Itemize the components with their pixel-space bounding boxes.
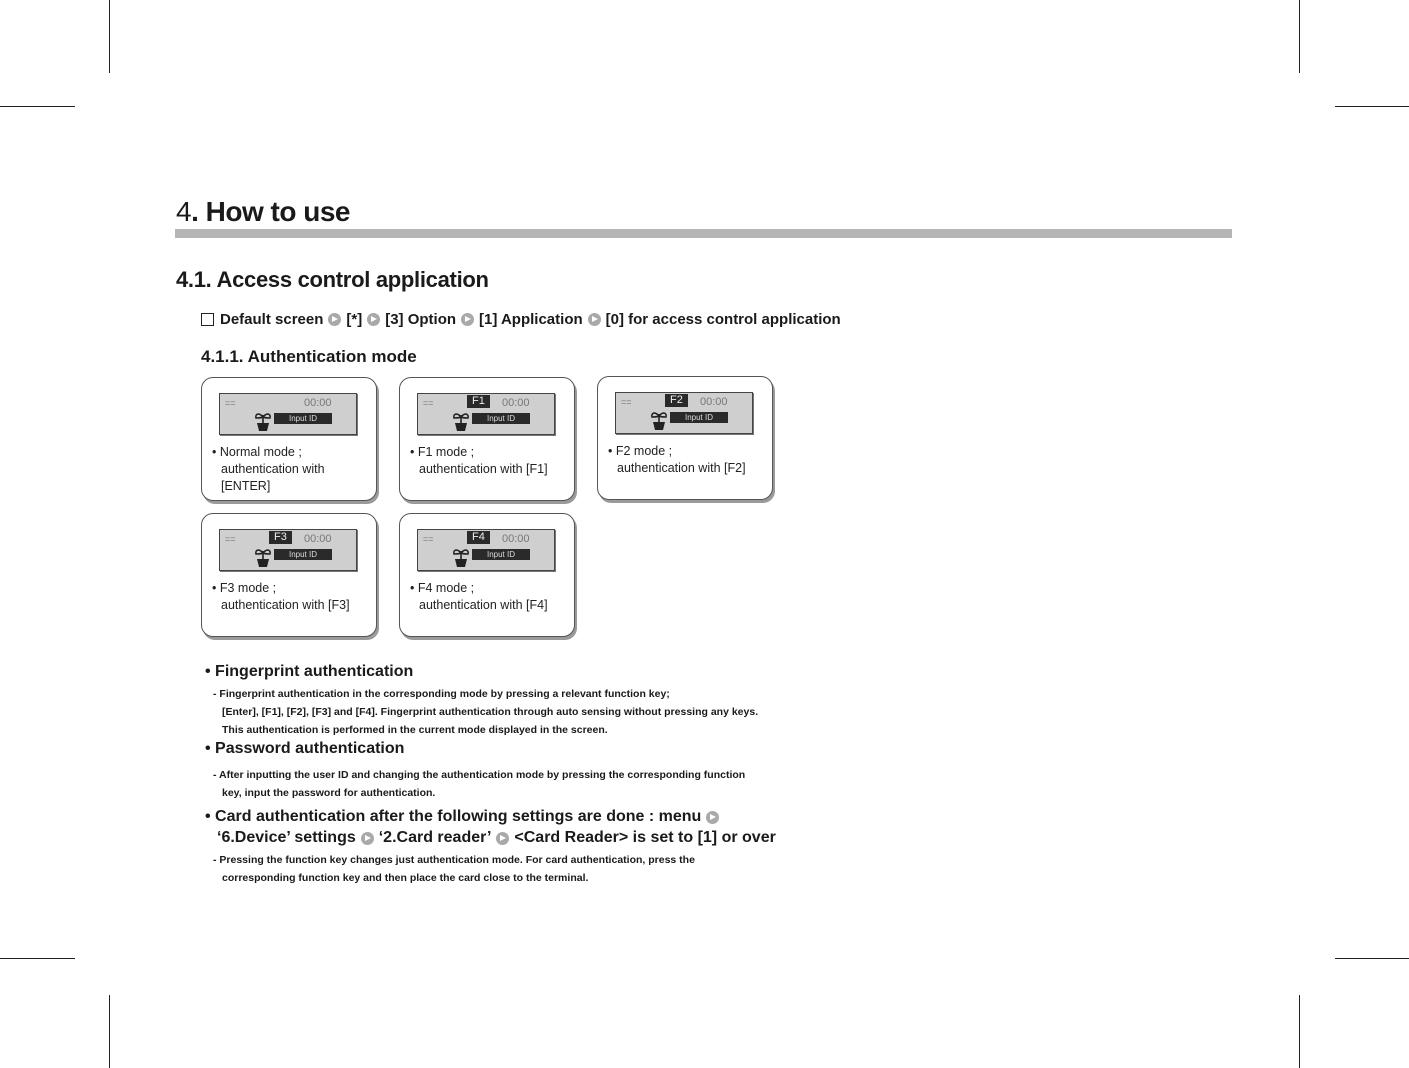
mode-description (410, 580, 570, 614)
mode-name: • Normal mode ; (212, 445, 302, 459)
crop-mark (109, 995, 110, 1068)
card-heading-text: <Card Reader> is set to [1] or over (514, 829, 776, 846)
plant-icon (648, 408, 670, 432)
lcd-screen (615, 392, 753, 434)
chapter-title (176, 196, 350, 228)
input-id-label: Input ID (472, 549, 530, 560)
status-indicator: == (423, 534, 434, 544)
mode-detail: authentication with (221, 462, 325, 476)
section-title: 4.1. Access control application (176, 267, 489, 292)
status-indicator: == (423, 398, 434, 408)
card-heading (205, 808, 724, 826)
mode-description (608, 443, 768, 477)
path-step: Default screen (220, 311, 324, 328)
crop-mark (0, 106, 75, 107)
fingerprint-heading: • Fingerprint authentication (205, 663, 414, 680)
mode-name: • F1 mode ; (410, 445, 475, 459)
chapter-number: 4 (176, 196, 192, 227)
chapter-rule (175, 229, 1232, 238)
mode-detail: authentication with [F3] (221, 598, 350, 612)
mode-name: • F4 mode ; (410, 581, 475, 595)
crop-mark (0, 958, 75, 959)
card-body (213, 851, 695, 887)
mode-name: • F2 mode ; (608, 444, 673, 458)
plant-icon (252, 409, 274, 433)
function-key-tag: F1 (467, 395, 490, 408)
lcd-screen (417, 529, 555, 571)
mode-detail: authentication with [F4] (419, 598, 548, 612)
path-step: [0] for access control application (605, 311, 841, 328)
arrow-right-icon (706, 811, 719, 824)
fingerprint-body (213, 685, 758, 739)
path-step: [*] (346, 311, 363, 328)
card-heading-cont (217, 829, 776, 847)
path-step: [3] Option (385, 311, 457, 328)
mode-detail: authentication with [F1] (419, 462, 548, 476)
function-key-tag: F4 (467, 531, 490, 544)
plant-icon (450, 409, 472, 433)
status-indicator: == (225, 398, 236, 408)
body-line: This authentication is performed in the current mode displayed in the screen. (222, 724, 608, 736)
crop-mark (1299, 0, 1300, 73)
arrow-right-icon (588, 313, 601, 326)
arrow-right-icon (496, 832, 509, 845)
card-heading-text: ‘6.Device’ settings (217, 829, 356, 846)
status-indicator: == (621, 397, 632, 407)
card-heading-text: • Card authentication after the following settings are done : menu (205, 808, 702, 825)
input-id-label: Input ID (472, 413, 530, 424)
arrow-right-icon (461, 313, 474, 326)
lcd-screen (417, 393, 555, 435)
plant-icon (252, 545, 274, 569)
mode-card-f4 (399, 513, 575, 637)
lcd-screen (219, 393, 357, 435)
mode-description (212, 580, 372, 614)
body-line: - Pressing the function key changes just authentication mode. For card authentication, press the (213, 854, 695, 866)
mode-name: • F3 mode ; (212, 581, 277, 595)
arrow-right-icon (328, 313, 341, 326)
clock-time: 00:00 (304, 397, 332, 409)
mode-description (410, 444, 570, 478)
input-id-label: Input ID (274, 413, 332, 424)
lcd-screen (219, 529, 357, 571)
menu-path (201, 311, 841, 328)
crop-mark (1335, 106, 1409, 107)
function-key-tag: F3 (269, 531, 292, 544)
path-step: [1] Application (479, 311, 583, 328)
arrow-right-icon (367, 313, 380, 326)
clock-time: 00:00 (502, 397, 530, 409)
body-line: corresponding function key and then place the card close to the terminal. (222, 872, 589, 884)
crop-mark (1299, 995, 1300, 1068)
mode-card-f2 (597, 376, 773, 500)
crop-mark (109, 0, 110, 73)
mode-card-f3 (201, 513, 377, 637)
body-line: - Fingerprint authentication in the corresponding mode by pressing a relevant function key; (213, 688, 670, 700)
body-line: [Enter], [F1], [F2], [F3] and [F4]. Fingerprint authentication through auto sensing without pressing any keys. (222, 706, 759, 718)
body-line: key, input the password for authentication. (222, 787, 436, 799)
crop-mark (1335, 958, 1409, 959)
mode-detail: [ENTER] (221, 479, 271, 493)
arrow-right-icon (361, 832, 374, 845)
password-body (213, 766, 745, 802)
checkbox-square-icon (201, 313, 214, 326)
status-indicator: == (225, 534, 236, 544)
clock-time: 00:00 (304, 533, 332, 545)
input-id-label: Input ID (670, 412, 728, 423)
input-id-label: Input ID (274, 549, 332, 560)
chapter-title-text: . How to use (191, 196, 350, 227)
password-heading: • Password authentication (205, 740, 405, 757)
mode-card-f1 (399, 377, 575, 501)
mode-description (212, 444, 372, 495)
mode-card-normal (201, 377, 377, 501)
function-key-tag: F2 (665, 394, 688, 407)
mode-detail: authentication with [F2] (617, 461, 746, 475)
card-heading-text: ‘2.Card reader’ (378, 829, 492, 846)
plant-icon (450, 545, 472, 569)
clock-time: 00:00 (700, 396, 728, 408)
subsection-title: 4.1.1. Authentication mode (201, 347, 417, 366)
body-line: - After inputting the user ID and changing the authentication mode by pressing the corresponding function (213, 769, 746, 781)
clock-time: 00:00 (502, 533, 530, 545)
